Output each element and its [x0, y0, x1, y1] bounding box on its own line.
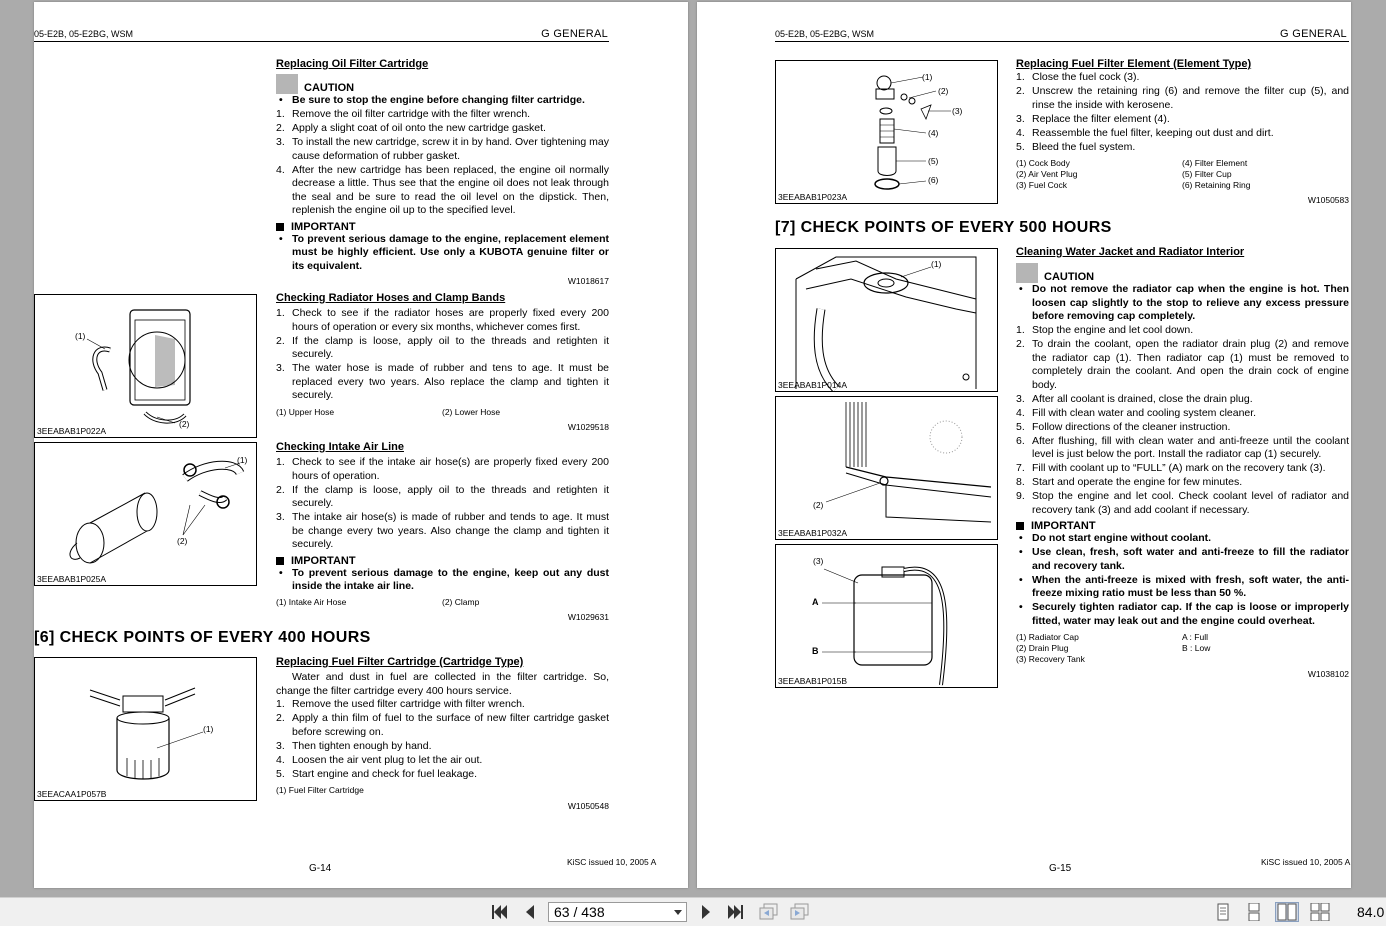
step: 4. Loosen the air vent plug to let the air out.: [276, 753, 483, 766]
facing-icon[interactable]: [1275, 902, 1299, 922]
callout: (1): [237, 455, 248, 465]
figure-caption: 3EEABAB1P022A: [37, 426, 106, 436]
figure-caption: 3EEABAB1P014A: [778, 380, 847, 390]
section-title: Checking Radiator Hoses and Clamp Bands: [276, 292, 506, 304]
step: 1. Close the fuel cock (3).: [1016, 71, 1140, 83]
step: 3. The water hose is made of rubber and tens to age. It must be replaced every two years. Also replace the clamp and tighten it securely.: [276, 362, 609, 401]
section-title: Replacing Oil Filter Cartridge: [276, 58, 429, 70]
doc-code: W1018617: [567, 276, 609, 286]
steps-list: [276, 698, 609, 781]
step: 2. To drain the coolant, open the radiator drain plug (2) and remove the radiator cap (1). Then radiator cap (1) must be removed to completely drain the coolant. And open the drain cock of engine body.: [1016, 338, 1349, 391]
steps-list: [276, 456, 609, 552]
header-right: G GENERAL: [1280, 28, 1347, 40]
important-label: IMPORTANT: [276, 221, 609, 233]
page-number-field[interactable]: [548, 902, 687, 922]
first-page-icon[interactable]: [488, 902, 510, 922]
step: 1. Remove the used filter cartridge with filter wrench.: [276, 698, 525, 710]
step: 1. Stop the engine and let cool down.: [1016, 324, 1194, 336]
steps-list: [1016, 324, 1349, 517]
step: 2. Apply a slight coat of oil onto the new cartridge gasket.: [276, 122, 546, 134]
page-number: G-15: [1049, 863, 1072, 874]
step: 4. Fill with clean water and cooling system cleaner.: [1016, 406, 1257, 419]
radiator-hose-illustration: [35, 295, 256, 437]
next-view-icon[interactable]: [788, 902, 812, 922]
last-page-icon[interactable]: [724, 902, 748, 922]
recovery-tank-figure: [775, 544, 998, 688]
callout: (2): [938, 86, 949, 96]
fuel-element-figure: [775, 60, 998, 204]
page-number: G-14: [309, 863, 332, 874]
figure-caption: 3EEABAB1P015B: [778, 676, 847, 686]
legend: (1) Upper Hose (2) Lower Hose: [276, 406, 501, 417]
oil-filter-section: [276, 58, 609, 286]
section-title: Checking Intake Air Line: [276, 441, 404, 453]
callout: (2): [813, 500, 824, 510]
step: 4. Reassemble the fuel filter, keeping out dust and dirt.: [1016, 126, 1274, 139]
step: 5. Start engine and check for fuel leakage.: [276, 767, 478, 780]
step: 3. The intake air hose(s) is made of rubber and tends to age. It must be change every two years. Also change the clamp and tighten it securely.: [276, 511, 609, 550]
callout: (1): [931, 259, 942, 269]
step: 3. Then tighten enough by hand.: [276, 739, 432, 752]
callout: (1): [75, 331, 86, 341]
issued-note: KiSC issued 10, 2005 A: [1261, 857, 1351, 867]
left-page: [34, 2, 688, 888]
fuel-cartridge-illustration: [35, 658, 256, 800]
intake-air-figure: [34, 442, 257, 586]
step: 2. Apply a thin film of fuel to the surface of new filter cartridge gasket before screwing on.: [276, 712, 609, 738]
figure-caption: 3EEABAB1P032A: [778, 528, 847, 538]
step: 2. If the clamp is loose, apply oil to the threads and retighten it securely.: [276, 334, 609, 360]
caution-item: • Be sure to stop the engine before changing filter cartridge.: [276, 94, 609, 108]
callout: (1): [922, 72, 933, 82]
important-list: [1016, 532, 1349, 628]
header-right: G GENERAL: [541, 28, 608, 40]
caution-label: CAUTION: [1016, 261, 1349, 283]
navigation-toolbar: [0, 897, 1386, 926]
step: 5. Follow directions of the cleaner instruction.: [1016, 420, 1231, 433]
header-left: 05-E2B, 05-E2BG, WSM: [34, 29, 134, 39]
continuous-icon[interactable]: [1243, 902, 1265, 922]
drain-plug-figure: [775, 396, 998, 540]
doc-code: W1029631: [567, 611, 609, 622]
radiator-hoses-section: [276, 292, 609, 432]
important-item: • Securely tighten radiator cap. If the cap is loose or improperly fitted, water may leak out and the engine could overheat.: [1016, 601, 1349, 628]
figure-caption: 3EEABAB1P025A: [37, 574, 106, 584]
drain-plug-illustration: [776, 397, 997, 539]
section-heading-400: [6] CHECK POINTS OF EVERY 400 HOURS: [34, 629, 371, 646]
step: 4. After the new cartridge has been replaced, the engine oil normally decrease a little. Thus see that the engine oil does not leak through the seal and be sure to read the oil level on the dipstick. Then, replenish the engine oil up to the specified level.: [276, 163, 609, 216]
header-rule: [34, 41, 609, 42]
radiator-cap-figure: [775, 248, 998, 392]
legend: (1) Radiator Cap A : Full (2) Drain Plug B : Low (3) Recovery Tank: [1016, 632, 1211, 664]
right-page: [697, 2, 1351, 888]
step: 3. After all coolant is drained, close the drain plug.: [1016, 392, 1253, 405]
header-rule: [775, 41, 1349, 42]
callout: B: [812, 646, 819, 656]
zoom-level[interactable]: 84.0: [1357, 904, 1385, 920]
radiator-hose-figure: [34, 294, 257, 438]
header-left: 05-E2B, 05-E2BG, WSM: [775, 29, 875, 39]
issued-note: KiSC issued 10, 2005 A: [567, 857, 657, 867]
callout: (2): [177, 536, 188, 546]
steps-list: [276, 108, 609, 218]
doc-code: W1038102: [1307, 669, 1349, 679]
intake-air-illustration: [35, 443, 256, 585]
intake-air-section: [276, 441, 609, 622]
figure-caption: 3EEACAA1P057B: [37, 789, 107, 799]
important-list: [276, 567, 609, 594]
step: 1. Remove the oil filter cartridge with the filter wrench.: [276, 108, 531, 120]
section-title: Cleaning Water Jacket and Radiator Interior: [1016, 246, 1245, 258]
legend: (1) Cock Body (4) Filter Element (2) Air Vent Plug (5) Filter Cup (3) Fuel Cock (6) Retaining Ring: [1016, 158, 1251, 190]
step: 5. Bleed the fuel system.: [1016, 140, 1136, 153]
figure-caption: 3EEABAB1P023A: [778, 192, 847, 202]
important-item: • Do not start engine without coolant.: [1016, 532, 1349, 546]
step: 2. If the clamp is loose, apply oil to the threads and retighten it securely.: [276, 483, 609, 509]
previous-page-icon[interactable]: [519, 902, 541, 922]
legend: (1) Intake Air Hose (2) Clamp: [276, 596, 480, 607]
section-heading-500: [7] CHECK POINTS OF EVERY 500 HOURS: [775, 219, 1112, 236]
water-jacket-section: [1016, 246, 1349, 679]
callout: (3): [813, 556, 824, 566]
step: 3. Replace the filter element (4).: [1016, 112, 1170, 125]
important-label: IMPORTANT: [1016, 520, 1349, 532]
section-title: Replacing Fuel Filter Cartridge (Cartridge Type): [276, 656, 524, 668]
doc-code: W1050583: [1307, 195, 1349, 205]
step: 1. Check to see if the intake air hose(s) are properly fixed every 200 hours of operation.: [276, 456, 609, 482]
doc-code: W1050548: [567, 801, 609, 811]
callout: (2): [179, 419, 190, 429]
callout: (5): [928, 156, 939, 166]
step: 7. Fill with coolant up to “FULL” (A) mark on the recovery tank (3).: [1016, 462, 1326, 474]
important-item: • Use clean, fresh, soft water and anti-freeze to fill the radiator and recovery tank.: [1016, 546, 1349, 573]
radiator-cap-illustration: [776, 249, 997, 391]
step: 9. Stop the engine and let cool. Check coolant level of radiator and recovery tank (3) and add coolant if necessary.: [1016, 490, 1349, 516]
steps-list: [1016, 71, 1349, 154]
continuous-facing-icon[interactable]: [1308, 902, 1332, 922]
important-item: • To prevent serious damage to the engine, keep out any dust inside the intake air line.: [276, 567, 609, 594]
legend: (1) Fuel Filter Cartridge: [276, 785, 364, 795]
chevron-down-icon[interactable]: [674, 910, 682, 915]
callout: (3): [952, 106, 963, 116]
fuel-cartridge-figure: [34, 657, 257, 801]
caution-item: • Do not remove the radiator cap when the engine is hot. Then loosen cap slightly to the stop to relieve any excess pressure before removing cap completely.: [1016, 283, 1349, 324]
next-page-icon[interactable]: [695, 902, 717, 922]
caution-list: [1016, 283, 1349, 324]
step: 6. After flushing, fill with clean water and anti-freeze until the coolant level is just below the port. Install the radiator cap (1) securely.: [1016, 434, 1349, 460]
callout: (6): [928, 175, 939, 185]
recovery-tank-illustration: [776, 545, 997, 687]
caution-label: CAUTION: [276, 72, 609, 94]
callout: A: [812, 597, 819, 607]
step: 3. To install the new cartridge, screw it in by hand. Over tightening may cause deformation of rubber gasket.: [276, 136, 609, 162]
step: 1. Check to see if the radiator hoses are properly fixed every 200 hours of operation or every six months, whichever comes first.: [276, 307, 609, 333]
important-label: IMPORTANT: [276, 555, 609, 567]
important-item: • To prevent serious damage to the engine, replacement element must be highly efficient. Use only a KUBOTA genuine filter or its equivalent.: [276, 233, 609, 274]
steps-list: [276, 307, 609, 403]
single-page-icon[interactable]: [1212, 902, 1234, 922]
intro-paragraph: Water and dust in fuel are collected in the filter cartridge. So, change the filter cartridge every 400 hours service.: [276, 671, 609, 697]
doc-code: W1029518: [567, 421, 609, 432]
page-indicator: 63 / 438: [554, 904, 605, 920]
fuel-element-illustration: [776, 61, 997, 203]
callout: (4): [928, 128, 939, 138]
fuel-element-section: [1016, 58, 1349, 205]
fuel-cartridge-section: [276, 656, 609, 811]
section-title: Replacing Fuel Filter Element (Element Type): [1016, 58, 1252, 70]
caution-list: [276, 94, 609, 108]
callout: (1): [203, 724, 214, 734]
important-list: [276, 233, 609, 274]
previous-view-icon[interactable]: [757, 902, 781, 922]
step: 8. Start and operate the engine for few minutes.: [1016, 476, 1243, 488]
important-item: • When the anti-freeze is mixed with fresh, soft water, the anti-freeze mixing ratio must be less than 50 %.: [1016, 574, 1349, 601]
step: 2. Unscrew the retaining ring (6) and remove the filter cup (5), and rinse the inside with kerosene.: [1016, 85, 1349, 111]
